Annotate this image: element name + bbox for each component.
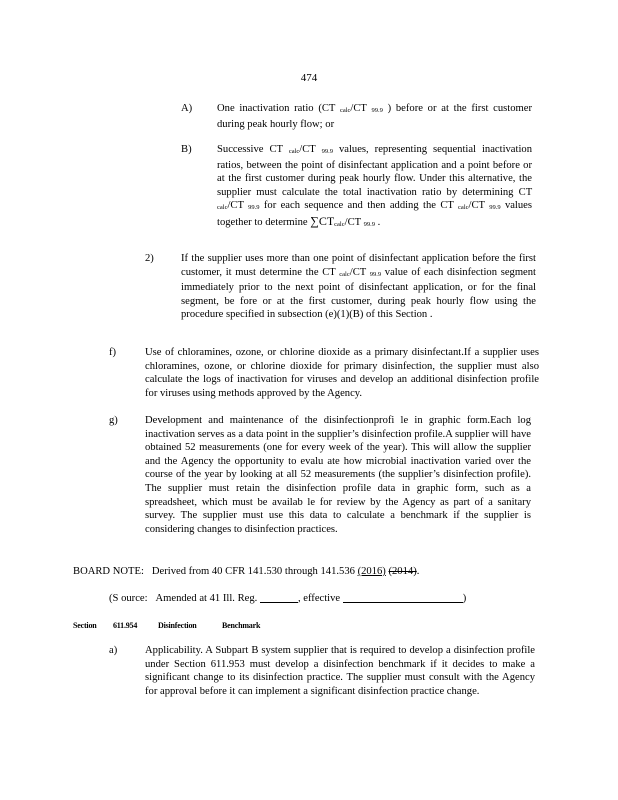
b-end: . (377, 216, 381, 228)
a-mid: /CT (350, 103, 367, 114)
source-mid: , effective (297, 593, 341, 604)
two-pre: If the supplier uses more than one point of disinfectant application before the first customer, it must determine the CT (181, 253, 536, 278)
b-ct2: /CT (227, 200, 244, 212)
sec-a-label: a) (109, 645, 118, 656)
b-ct4: /CT (344, 216, 361, 228)
item-b-text (217, 143, 532, 232)
board-note-text: Derived from 40 CFR 141.530 through 141.536 (151, 566, 355, 577)
b-sub-calc-4: calc (334, 220, 345, 228)
reg-blank (260, 592, 298, 603)
a-pre: One inactivation ratio (CT (217, 103, 336, 114)
board-note-old-year: (2014) (388, 566, 417, 577)
two-post: value of each disinfection segment immediately prior to the next point of disinfectant application, or for the final segment, be fore or at the first customer, during peak hourly flow using the procedure specified in subsection (e)(1)(B) of this Section . (181, 266, 536, 321)
board-note-new-year: (2016) (357, 566, 386, 577)
b-ct: CT (518, 186, 532, 198)
b-sub-999: 99.9 (321, 148, 333, 155)
item-a-label: A) (181, 103, 193, 114)
b-sub-calc: calc (288, 148, 300, 155)
item-b-label: B) (181, 144, 192, 155)
b-mid: /CT (299, 144, 316, 155)
board-note-label: BOARD NOTE: (73, 566, 144, 577)
source-text: Amended at 41 Ill. Reg. (155, 593, 258, 604)
a-sub-calc: calc (339, 107, 351, 114)
effective-blank (343, 592, 463, 603)
section-title-1: Disinfection (158, 621, 197, 630)
b-sub-calc-3: calc (458, 204, 469, 212)
b-sum: ∑CT (310, 213, 335, 228)
source-note (109, 592, 549, 606)
source-end: ) (462, 593, 467, 604)
item-a-text (217, 102, 532, 131)
item-2-label: 2) (145, 253, 154, 264)
section-title-2: Benchmark (222, 621, 261, 630)
b-sub-999-4: 99.9 (363, 220, 375, 228)
section-number: 611.954 (113, 621, 138, 630)
b-body: inactivation ratios, between the point of disinfectant application and a point before or at the first customer during peak hourly flow. Under this alternative, the supplier must calculate the total inactivation ratio by determining (217, 144, 532, 198)
page-number: 474 (300, 72, 318, 84)
section-word: Section (73, 621, 97, 630)
two-sub-calc: calc (339, 270, 350, 278)
item-g-label: g) (109, 415, 118, 426)
two-mid: /CT (349, 266, 367, 278)
a-sub-999: 99.9 (371, 107, 383, 114)
item-f-text: Use of chloramines, ozone, or chlorine dioxide as a primary disinfectant.If a supplier uses chloramines, ozone, or chlorine dioxide for primary disinfection, the supplier must also calculate the logs of inactivation for viruses and develop an additional disinfection profile for viruses using methods approved by the Agency. (145, 347, 539, 399)
item-f-label: f) (109, 347, 117, 358)
b-sub-999-2: 99.9 (248, 204, 260, 212)
b-sub-999-3: 99.9 (489, 204, 501, 212)
item-g-text: Development and maintenance of the disinfectionprofi le in graphic form.Each log inactivation serves as a data point in the supplier’s disinfection profile.A supplier will have obtained 52 measurements (one for every week of the year). This will allow the supplier and the Agency the opportunity to evalu ate how microbial inactivation varied over the course of the year by looking at all 52 measurements (the supplier’s disinfection profile). The supplier must retain the disinfection profile data in graphic form, such as a spreadsheet, which must be availab le for review by the Agency as part of a sanitary survey. The supplier must use this data to calculate a benchmark if the supplier is considering changes to disinfection practices. (145, 415, 531, 535)
board-note (73, 565, 543, 579)
item-2-text (181, 252, 536, 322)
b-ct3: /CT (468, 200, 485, 212)
source-pre: (S ource: (109, 593, 148, 604)
b-pre: Successive CT (217, 144, 283, 155)
sec-a-text: Applicability. A Subpart B system supplier that is required to develop a disinfection profile under Section 611.953 must develop a disinfection benchmark if it decides to make a significant change to its disinfection practice. The supplier must consult with the Agency for approval before it can implement a significant disinfection practice change. (145, 645, 535, 697)
board-note-end: . (416, 566, 420, 577)
b-l1: values, representing sequential (338, 144, 476, 155)
b-body2: for each sequence and then adding the CT (263, 200, 454, 212)
b-body3: values together to determine (217, 200, 533, 228)
two-sub-999: 99.9 (369, 270, 382, 278)
b-sub-calc-2: calc (217, 204, 228, 212)
a-post: ) before or at the first customer during peak hourly flow; or (217, 103, 532, 130)
